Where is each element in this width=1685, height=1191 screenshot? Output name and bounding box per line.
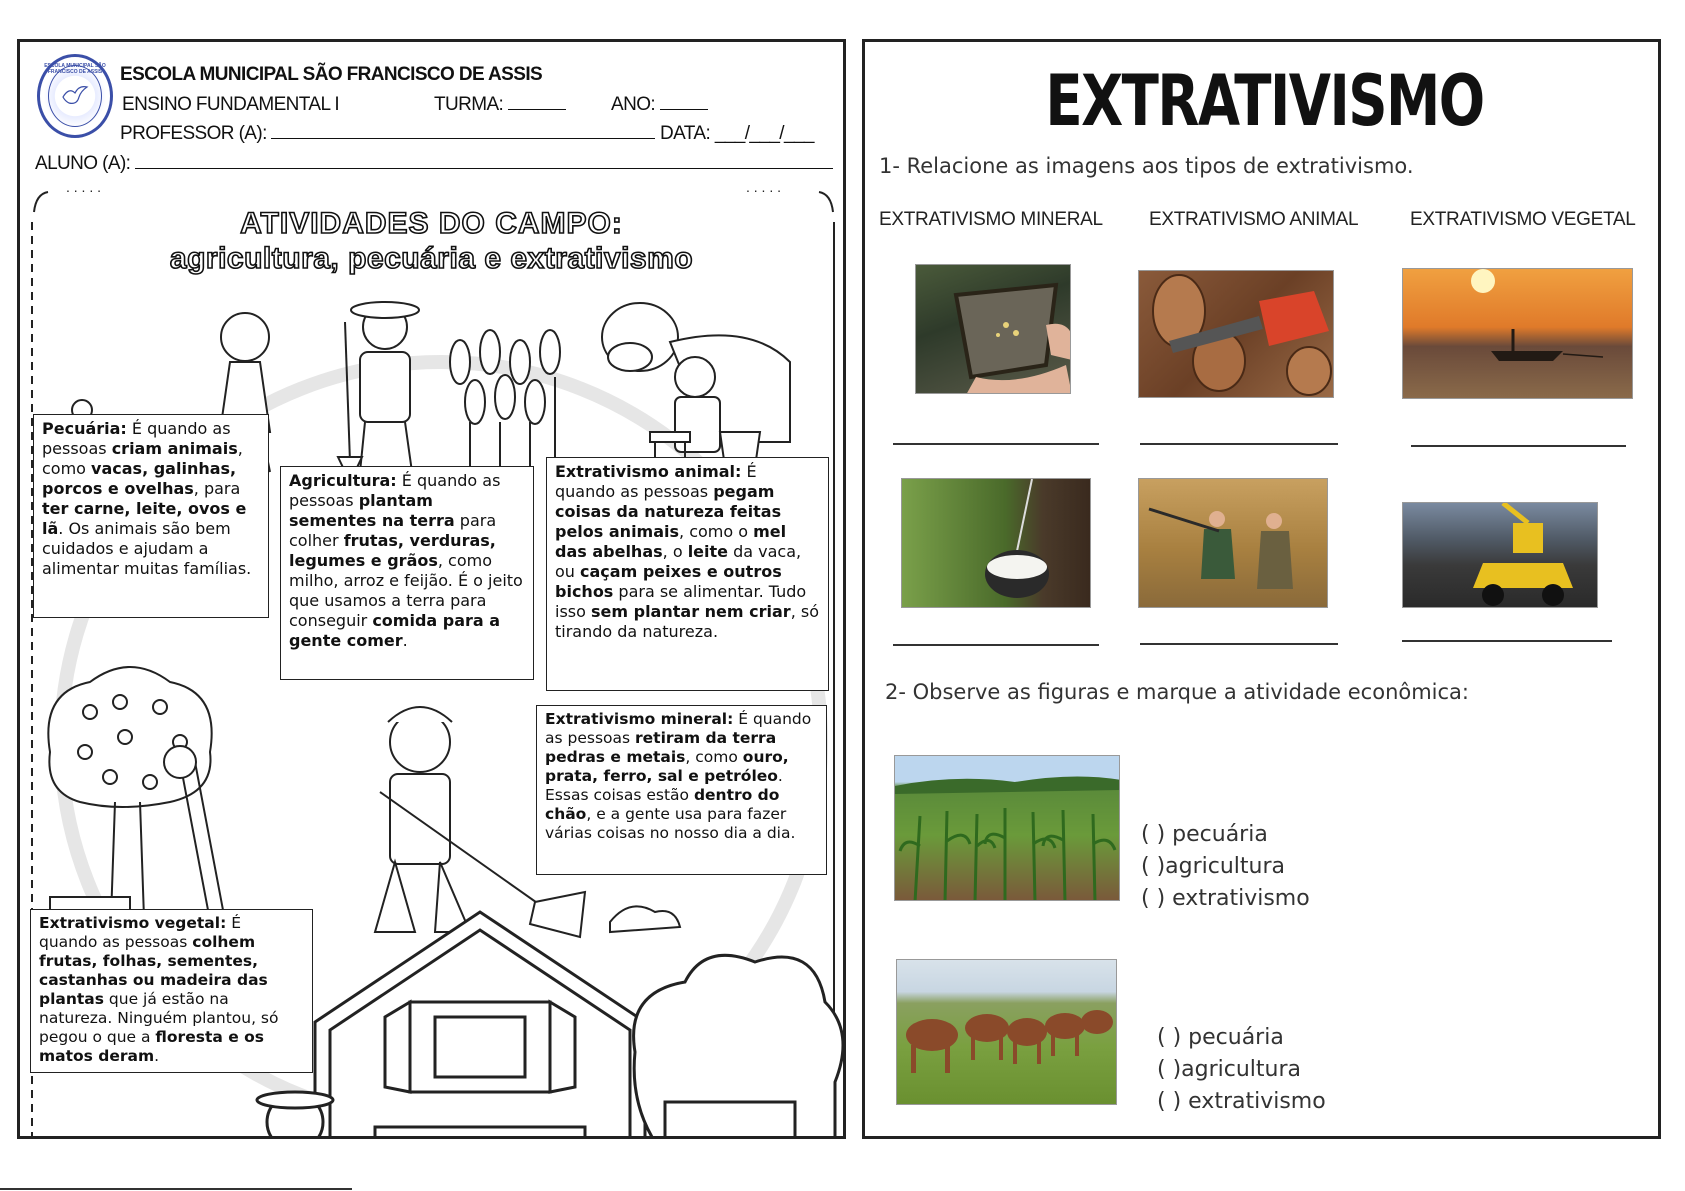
- school-name: ESCOLA MUNICIPAL SÃO FRANCISCO DE ASSIS: [120, 64, 543, 85]
- answer-line-3[interactable]: [1411, 445, 1626, 447]
- student-label: [35, 153, 833, 175]
- photo-cattle: [896, 959, 1117, 1105]
- pecuaria-text-1: É quando as pessoas: [42, 419, 231, 458]
- answer-line-2[interactable]: [1140, 443, 1338, 445]
- photo-mining-truck: [1402, 502, 1598, 608]
- latex-bowl-icon: [902, 479, 1091, 608]
- mineral-text-4: , e a gente usa para fazer várias coisas no nosso dia a dia.: [545, 805, 796, 842]
- photo-gold-panning: [915, 264, 1071, 394]
- dove-icon: [61, 83, 89, 109]
- student-label-text: ALUNO (A):: [35, 153, 131, 174]
- activities-subtitle: agricultura, pecuária e extrativismo: [169, 242, 694, 275]
- agricultura-text-3: , como milho, arroz e feijão. É o jeito que usamos a terra para conseguir: [289, 551, 523, 630]
- teacher-label-text: PROFESSOR (A):: [120, 123, 267, 144]
- set2-option-pecuaria[interactable]: ( ) pecuária: [1157, 1025, 1284, 1050]
- set1-option-extrativismo[interactable]: ( ) extrativismo: [1141, 886, 1310, 911]
- agricultura-bold-1: plantam sementes na terra: [289, 491, 455, 530]
- agricultura-term: Agricultura:: [289, 471, 397, 490]
- animal-text-6: , só tirando da natureza.: [555, 602, 819, 641]
- pecuaria-text-4: . Os animais são bem cuidados e ajudam a alimentar muitas famílias.: [42, 519, 252, 578]
- set1-option-agricultura[interactable]: ( )agricultura: [1141, 854, 1286, 879]
- agricultura-bold-2: frutas, verduras, legumes e grãos: [289, 531, 496, 570]
- column-vegetal: EXTRATIVISMO VEGETAL: [1410, 209, 1636, 230]
- vegetal-bold-2: floresta e os matos deram: [39, 1028, 264, 1065]
- photo-fishing-sunset: [1402, 268, 1633, 399]
- answer-line-4[interactable]: [893, 644, 1099, 646]
- column-animal: EXTRATIVISMO ANIMAL: [1149, 209, 1359, 230]
- logo-text: ESCOLA MUNICIPAL SÃO FRANCISCO DE ASSIS: [44, 63, 106, 75]
- pecuaria-term: Pecuária:: [42, 419, 127, 438]
- photo-chainsaw-logs: [1138, 270, 1334, 398]
- photo-rubber-tapping: [901, 478, 1091, 608]
- activities-title: ATIVIDADES DO CAMPO:: [240, 207, 623, 240]
- school-logo: [37, 54, 113, 138]
- right-worksheet: [862, 39, 1661, 1139]
- mineral-text-3: . Essas coisas estão: [545, 767, 783, 804]
- pecuaria-bold-3: ter carne, leite, ovos e lã: [42, 499, 247, 538]
- vegetal-text-2: que já estão na natureza. Ninguém plantou, só pegou o que a: [39, 990, 279, 1046]
- date-field[interactable]: ___/___/___: [714, 123, 814, 144]
- agricultura-text-4: .: [402, 631, 408, 650]
- pecuaria-bold-1: criam animais: [111, 439, 238, 458]
- answer-line-5[interactable]: [1140, 643, 1338, 645]
- class-label-text: TURMA:: [434, 94, 504, 115]
- question-1: 1- Relacione as imagens aos tipos de extrativismo.: [879, 154, 1414, 178]
- corn-rows-icon: [895, 756, 1120, 901]
- svg-text:. . . . .: . . . . .: [746, 182, 782, 195]
- photo-cornfield: [894, 755, 1120, 901]
- teacher-label: [120, 123, 655, 145]
- set2-option-extrativismo[interactable]: ( ) extrativismo: [1157, 1089, 1326, 1114]
- agricultura-box: [280, 466, 534, 680]
- set2-options: [1157, 1022, 1326, 1118]
- mineral-text-2: , como: [685, 748, 743, 766]
- animal-bold-5: sem plantar nem criar: [591, 602, 791, 621]
- set1-option-pecuaria[interactable]: ( ) pecuária: [1141, 822, 1268, 847]
- set1-options: [1141, 819, 1310, 915]
- date-label: [660, 123, 814, 145]
- date-label-text: DATA:: [660, 123, 711, 144]
- animal-bold-1: pegam coisas da natureza feitas pelos animais: [555, 482, 782, 541]
- agricultura-text-1: É quando as pessoas: [289, 471, 501, 510]
- mineral-bold-2: ouro, prata, ferro, sal e petróleo: [545, 748, 789, 785]
- agricultura-bold-3: comida para a gente comer: [289, 611, 501, 650]
- animal-box: [546, 457, 829, 691]
- answer-line-1[interactable]: [893, 443, 1099, 445]
- set2-option-agricultura[interactable]: ( )agricultura: [1157, 1057, 1302, 1082]
- pecuaria-text-3: , para: [193, 479, 241, 498]
- vegetal-box: [30, 909, 313, 1073]
- vegetal-term: Extrativismo vegetal:: [39, 914, 227, 932]
- animal-bold-3: leite: [687, 542, 729, 561]
- pecuaria-bold-2: vacas, galinhas, porcos e ovelhas: [42, 459, 237, 498]
- svg-text:. . . . .: . . . . .: [66, 182, 102, 195]
- sieve-icon: [916, 265, 1071, 394]
- animal-text-1: É quando as pessoas: [555, 462, 757, 501]
- vegetal-bold-1: colhem frutas, folhas, sementes, castanhas ou madeira das plantas: [39, 933, 268, 1008]
- page-bottom-rule: [0, 1188, 352, 1190]
- farm-illustration-bottom: [235, 902, 845, 1139]
- animal-bold-2: mel das abelhas: [555, 522, 787, 561]
- level-label: ENSINO FUNDAMENTAL I: [122, 94, 340, 115]
- cattle-icon: [897, 960, 1117, 1105]
- extrativismo-title: EXTRATIVISMO: [1045, 60, 1484, 142]
- question-2: 2- Observe as figuras e marque a atividade econômica:: [885, 680, 1470, 704]
- vegetal-text-1: É quando as pessoas: [39, 914, 241, 951]
- student-field[interactable]: [135, 153, 833, 169]
- teacher-field[interactable]: [271, 123, 655, 139]
- left-worksheet: [17, 39, 846, 1139]
- year-label: [611, 94, 708, 116]
- animal-text-4: da vaca, ou: [555, 542, 802, 581]
- mineral-bold-1: retiram da terra pedras e metais: [545, 729, 777, 766]
- pecuaria-box: [33, 414, 269, 618]
- boat-icon: [1403, 269, 1633, 399]
- animal-text-3: , o: [662, 542, 688, 561]
- animal-term: Extrativismo animal:: [555, 462, 742, 481]
- class-label: [434, 94, 566, 116]
- mineral-term: Extrativismo mineral:: [545, 710, 734, 728]
- vegetal-text-3: .: [154, 1047, 160, 1065]
- pecuaria-text-2: , como: [42, 439, 243, 478]
- animal-text-2: , como o: [679, 522, 754, 541]
- class-field[interactable]: [508, 94, 566, 110]
- mineral-box: [536, 705, 827, 875]
- animal-text-5: para se alimentar. Tudo isso: [555, 582, 807, 621]
- mining-truck-icon: [1403, 503, 1598, 608]
- mineral-bold-3: dentro do chão: [545, 786, 780, 823]
- mineral-text-1: É quando as pessoas: [545, 710, 812, 747]
- year-label-text: ANO:: [611, 94, 656, 115]
- column-mineral: EXTRATIVISMO MINERAL: [879, 209, 1103, 230]
- agricultura-text-2: para colher: [289, 511, 497, 550]
- photo-hunters: [1138, 478, 1328, 608]
- chainsaw-icon: [1139, 271, 1334, 398]
- year-field[interactable]: [660, 94, 708, 110]
- answer-line-6[interactable]: [1402, 640, 1612, 642]
- animal-bold-4: caçam peixes e outros bichos: [555, 562, 782, 601]
- hunters-icon: [1139, 479, 1328, 608]
